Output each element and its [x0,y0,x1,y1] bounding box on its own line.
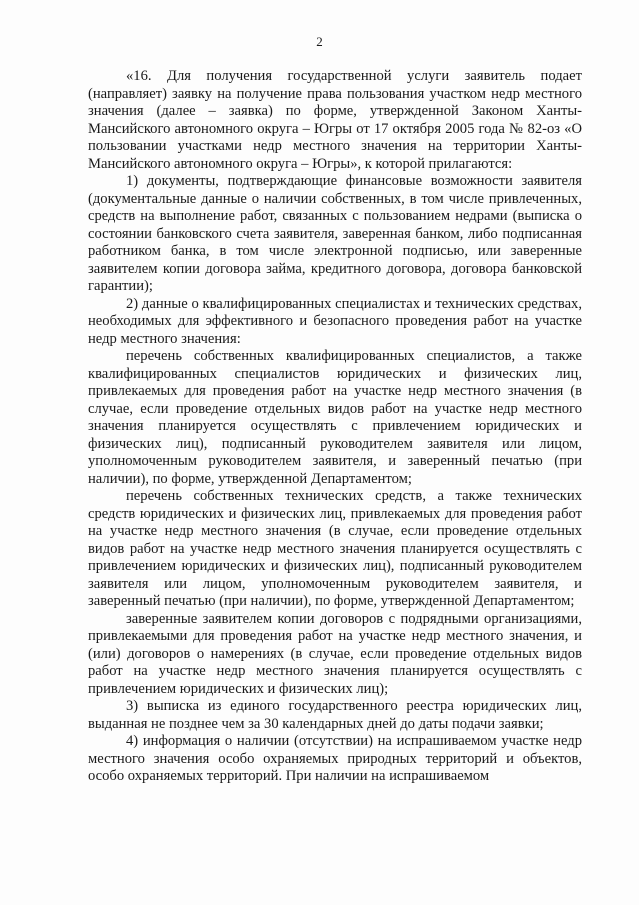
paragraph-item-3: 3) выписка из единого государственного реестра юридических лиц, выданная не позднее чем за 30 календарных дней до даты подачи заявки; [88,698,582,732]
paragraph-technical-means-list: перечень собственных технических средств, а также технических средств юридических и физических лиц, привлекаемых для проведения работ на участке недр местного значения (в случае, если проведение отдельных видов работ на участке недр местного значения планируется осуществлять с привлечением юридических и физических лиц), подписанный руководителем заявителя или лицом, уполномоченным руководителем заявителя, и заверенный печатью (при наличии), по форме, утвержденной Департаментом; [88,488,582,609]
page-number: 2 [316,34,323,49]
paragraph-item-1: 1) документы, подтверждающие финансовые возможности заявителя (документальные данные о наличии собственных, в том числе привлеченных, средств на выполнение работ, связанных с пользованием недрами (выписка о состоянии банковского счета заявителя, заверенная банком, либо подписанная работником банка, в том числе электронной подписью, или заверенные заявителем копии договора займа, кредитного договора, договора банковской гарантии); [88,173,582,294]
paragraph-clause-16: «16. Для получения государственной услуги заявитель подает (направляет) заявку на получение права пользования участком недр местного значения (далее – заявка) по форме, утвержденной Законом Ханты-Мансийского автономного округа – Югры от 17 октября 2005 года № 82-оз «О пользовании участками недр местного значения на территории Ханты-Мансийского автономного округа – Югры», к которой прилагаются: [88,68,582,172]
paragraph-contract-copies: заверенные заявителем копии договоров с подрядными организациями, привлекаемыми для проведения работ на участке недр местного значения, и (или) договоров о намерениях (в случае, если проведение отдельных видов работ на участке недр местного значения планируется осуществлять с привлечением юридических и физических лиц); [88,610,582,697]
document-body [88,68,582,786]
paragraph-specialists-list: перечень собственных квалифицированных специалистов, а также квалифицированных специалистов юридических и физических лиц, привлекаемых для проведения работ на участке недр местного значения (в случае, если проведение отдельных видов работ на участке недр местного значения планируется осуществлять с привлечением юридических и физических лиц), подписанный руководителем заявителя или лицом, уполномоченным руководителем заявителя, и заверенный печатью (при наличии), по форме, утвержденной Департаментом; [88,348,582,487]
paragraph-item-2: 2) данные о квалифицированных специалистах и технических средствах, необходимых для эффективного и безопасного проведения работ на участке недр местного значения: [88,295,582,347]
paragraph-item-4: 4) информация о наличии (отсутствии) на испрашиваемом участке недр местного значения особо охраняемых природных территорий и объектов, особо охраняемых территорий. При наличии на испрашиваемом [88,733,582,784]
